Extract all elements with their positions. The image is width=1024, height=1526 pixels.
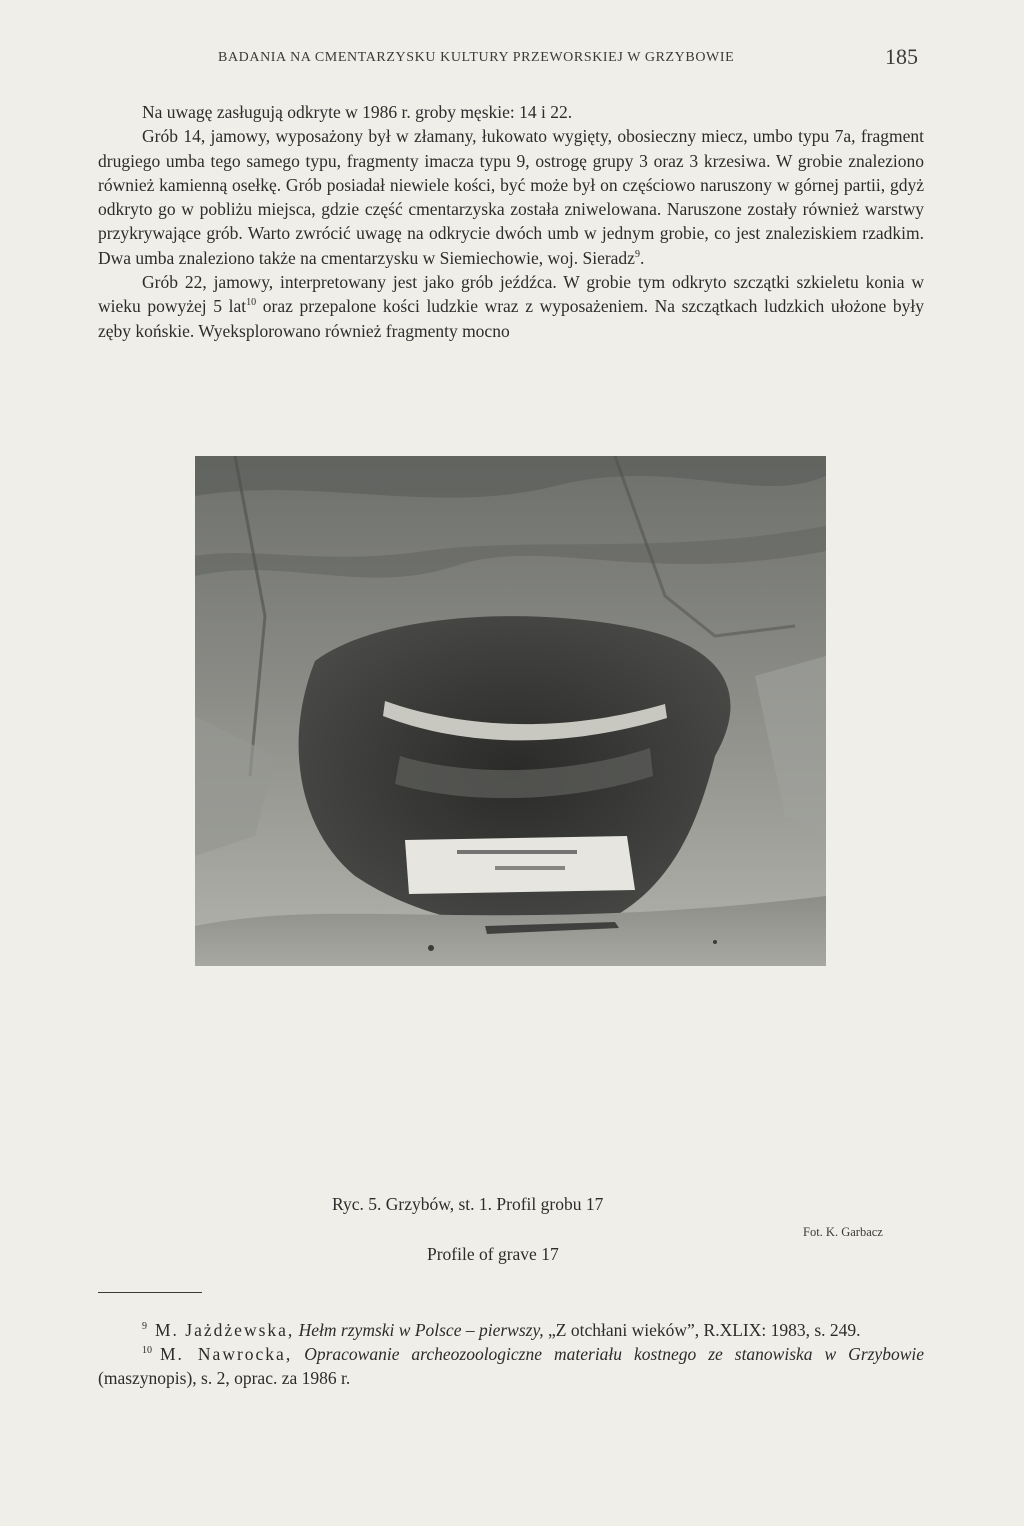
footnotes (98, 1318, 924, 1390)
footnote-number: 10 (142, 1345, 152, 1356)
paragraph-3-text-a: Grób 22, jamowy, interpretowany jest jako grób jeźdźca. W grobie tym odkryto szczątki szkieletu konia w wieku powyżej 5 lat (98, 272, 924, 317)
footnote-10 (98, 1342, 924, 1390)
paragraph-1-text: Na uwagę zasługują odkryte w 1986 r. groby męskie: 14 i 22. (142, 102, 573, 122)
page-header (98, 44, 924, 74)
paragraph-1 (98, 100, 924, 124)
figure-photo (195, 456, 826, 966)
footnote-source: „Z otchłani wieków”, R.XLIX: 1983, s. 249. (548, 1320, 861, 1340)
running-title: BADANIA NA CMENTARZYSKU KULTURY PRZEWORSKIEJ W GRZYBOWIE (218, 50, 735, 65)
grave-profile-photo (195, 456, 826, 966)
figure-caption-english: Profile of grave 17 (427, 1244, 559, 1264)
footnote-title: Hełm rzymski w Polsce – pierwszy, (298, 1320, 544, 1340)
photo-credit: Fot. K. Garbacz (803, 1225, 883, 1239)
footnote-number: 9 (142, 1321, 147, 1332)
paragraph-2-text: Grób 14, jamowy, wyposażony był w złamany, łukowato wygięty, obosieczny miecz, umbo typu 7a, fragment drugiego umba tego samego typu, fragmenty imacza typu 9, ostrogę grupy 3 oraz 3 krzesiwa. W grobie znaleziono również kamienną osełkę. Grób posiadał niewiele kości, być może był on częściowo naruszony w górnej partii, gdyż odkryto go w pobliżu miejsca, gdzie część cmentarzyska została zniwelowana. Naruszone zostały również warstwy przykrywające grób. Warto zwrócić uwagę na odkrycie dwóch umb w jednym grobie, co jest znaleziskiem rzadkim. Dwa umba znaleziono także na cmentarzysku w Siemiechowie, woj. Sieradz (98, 126, 924, 268)
figure-caption: Ryc. 5. Grzybów, st. 1. Profil grobu 17 (332, 1194, 604, 1214)
paragraph-3-text-b: oraz przepalone kości ludzkie wraz z wyposażeniem. Na szczątkach ludzkich ułożone były zęby końskie. Wyeksplorowano również fragmenty mocno (98, 296, 924, 341)
paragraph-2 (98, 124, 924, 270)
footnote-9 (98, 1318, 924, 1342)
footnote-source: (maszynopis), s. 2, oprac. za 1986 r. (98, 1368, 351, 1388)
footnote-ref-9[interactable]: 9 (634, 248, 640, 260)
footnote-title: Opracowanie archeozoologiczne materiału kostnego ze stanowiska w Grzybowie (304, 1344, 925, 1364)
page-number: 185 (885, 44, 918, 69)
paragraph-2-end: . (639, 247, 645, 268)
footnote-ref-10[interactable]: 10 (246, 297, 257, 309)
footnote-separator (98, 1292, 202, 1293)
footnote-author: M. Jażdżewska, (155, 1320, 295, 1340)
label-card (405, 836, 635, 894)
paragraph-3 (98, 270, 924, 343)
footnote-author: M. Nawrocka, (160, 1344, 293, 1364)
body-text (98, 100, 924, 343)
